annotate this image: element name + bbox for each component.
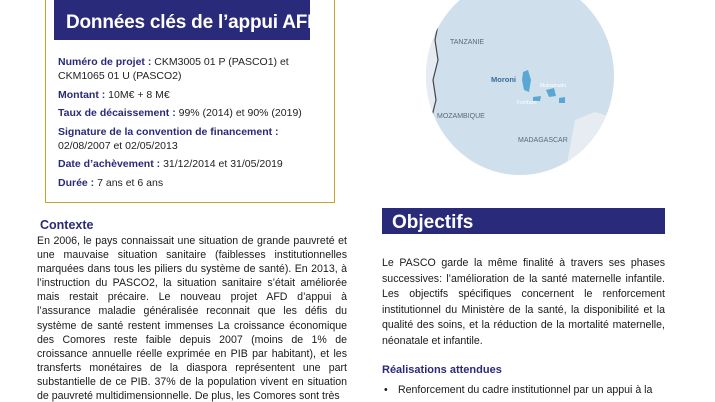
contexte-text: En 2006, le pays connaissait une situation de grande pauvreté et une mauvaise situation sanitaire (faiblesses institutionnelles marquées dans tous les piliers du système de santé). En 2013, à l’instruction du PASCO2, la situation sanitaire s’était améliorée mais restait précaire. Le nouveau projet AFD d’appui à l’assurance maladie généralisée reconnait que les défis du système de santé restent immenses La croissance économique des Comores reste faible depuis 2007 (moins de 1% de croissance annuelle réelle exprimée en PIB par habitant), et les transferts monétaires de la diaspora représentent une part substantielle de ce PIB. 37% de la population vivent en situation de pauvreté multidimensionnelle. De plus, les Comores sont très [37, 235, 347, 402]
label-moroni: Moroni [491, 75, 516, 84]
key-data-label: Signature de la convention de financement [58, 125, 273, 138]
key-data-title: Données clés de l’appui AFD [54, 0, 310, 40]
label-tanzanie: TANZANIE [450, 39, 485, 46]
bullet-dot: • [384, 384, 388, 396]
label-fomboni: Fomboni [517, 100, 537, 106]
objectifs-text: Le PASCO garde la même finalité à travers ses phases successives: l’amélioration de la santé maternelle infantile. Les objectifs spécifiques concernent le renforcement institutionnel du Ministère de la santé, la disponibilité et la qualité des soins, et la réduction de la mortalité maternelle, néonatale et infantile. [382, 257, 665, 347]
label-mozambique: MOZAMBIQUE [437, 113, 485, 120]
key-data-item: Montant : 10M€ + 8 M€ [58, 88, 170, 101]
key-data-label: Durée [58, 176, 88, 189]
key-data-value: 31/12/2014 et 31/05/2019 [163, 158, 283, 170]
key-data-value: 7 ans et 6 ans [97, 176, 164, 189]
key-data-card [45, 0, 335, 203]
key-data-item: Numéro de projet : CKM3005 01 P (PASCO1) et CKM1065 01 U (PASCO2) [58, 56, 289, 82]
comoros-map [425, 0, 615, 175]
key-data-label: Montant [58, 88, 99, 101]
key-data-item: Date d’achèvement : 31/12/2014 et 31/05/2019 [58, 158, 283, 170]
contexte-heading: Contexte [40, 218, 94, 232]
key-data-label: Taux de décaissement [58, 107, 170, 119]
key-data-value: 99% (2014) et 90% (2019) [178, 107, 302, 119]
key-data-value: CKM3005 01 P (PASCO1) et CKM1065 01 U (PASCO2) [58, 56, 289, 82]
label-madagascar: MADAGASCAR [518, 137, 568, 144]
realisation-bullet [384, 383, 665, 398]
objectifs-title: Objectifs [392, 212, 474, 233]
sea [426, 0, 614, 175]
key-data-item: Taux de décaissement : 99% (2014) et 90% (2019) [58, 107, 302, 119]
key-data-value: 10M€ + 8 M€ [108, 88, 170, 101]
realisations-heading: Réalisations attendues [382, 364, 502, 376]
key-data-item: Signature de la convention de financement : 02/08/2007 et 02/05/2013 [58, 125, 279, 152]
mayotte-island [559, 97, 565, 103]
key-data-list [58, 55, 330, 194]
key-data-item: Durée : 7 ans et 6 ans [58, 176, 164, 189]
key-data-label: Date d’achèvement [58, 158, 154, 170]
label-mutsamudu: Mutsamudu [540, 83, 567, 89]
key-data-label: Numéro de projet [58, 56, 145, 68]
key-data-value: 02/08/2007 et 02/05/2013 [58, 139, 178, 152]
realisation-bullet-text: Renforcement du cadre institutionnel par un appui à la [398, 384, 653, 396]
